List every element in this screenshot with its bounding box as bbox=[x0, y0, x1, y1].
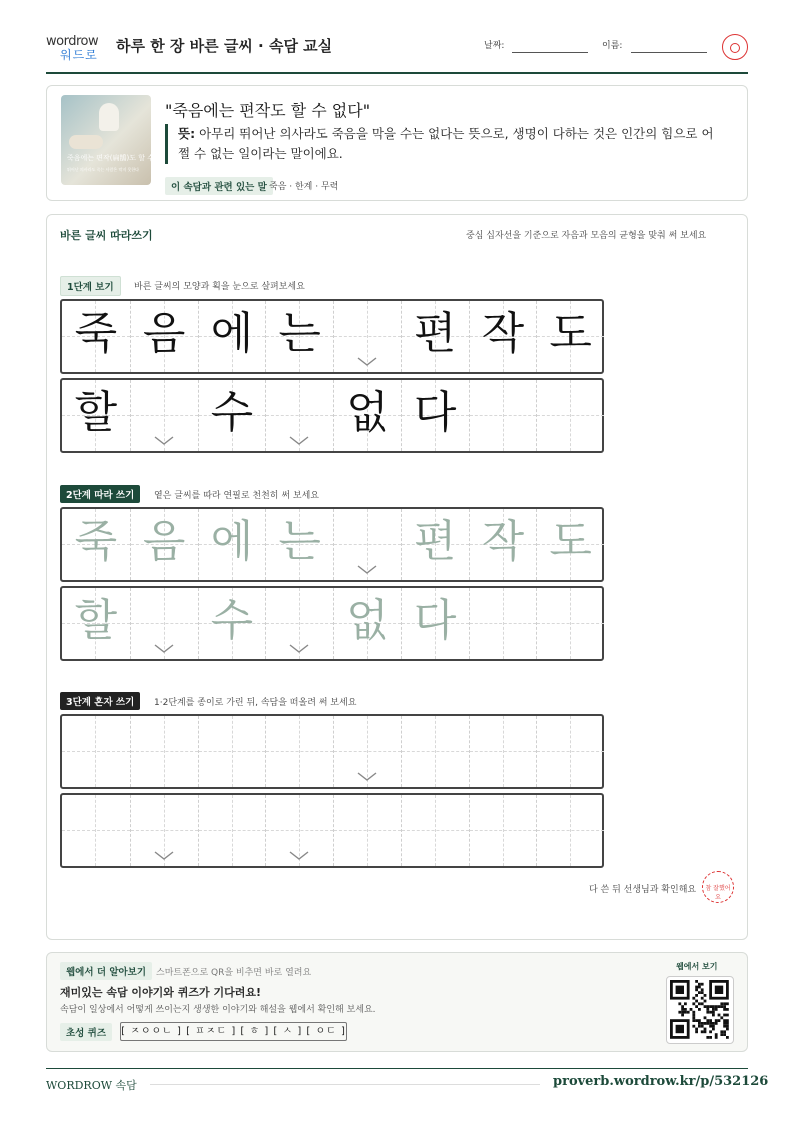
illustration-caption: 죽음에는 편작(扁鵲)도 할 수 없다 bbox=[67, 154, 170, 162]
grid-cell[interactable] bbox=[130, 795, 198, 866]
grid-char: 에 bbox=[210, 308, 254, 359]
practice-hint: 중심 십자선을 기준으로 자음과 모음의 균형을 맞춰 써 보세요 bbox=[466, 231, 707, 241]
qr-label: 웹에서 보기 bbox=[676, 962, 718, 971]
grid-cell bbox=[130, 301, 198, 372]
grid-cell[interactable] bbox=[265, 795, 333, 866]
step2-desc: 옅은 글씨를 따라 연필로 천천히 써 보세요 bbox=[154, 491, 319, 501]
quiz-label: 초성 퀴즈 bbox=[60, 1023, 112, 1041]
grid-char: 도 bbox=[549, 516, 592, 567]
practice-title: 바른 글씨 따라쓰기 bbox=[60, 229, 153, 242]
space-mark-icon bbox=[356, 356, 378, 368]
grid-char: 작 bbox=[481, 308, 525, 359]
grid-cell bbox=[198, 301, 266, 372]
grid-char: 편 bbox=[413, 516, 457, 567]
step1-row1 bbox=[60, 299, 604, 374]
grid-cell[interactable] bbox=[198, 716, 266, 787]
grid-cell[interactable] bbox=[62, 509, 130, 580]
logo bbox=[46, 34, 108, 64]
grid-cell[interactable] bbox=[130, 588, 198, 659]
grid-char: 작 bbox=[481, 516, 525, 567]
stamp-text: 참 잘했어요 bbox=[705, 885, 731, 901]
header bbox=[46, 30, 748, 74]
check-text: 다 쓴 뒤 선생님과 확인해요 bbox=[589, 885, 697, 895]
step3-label: 3단계 혼자 쓰기 bbox=[60, 692, 140, 710]
grid-cell bbox=[401, 380, 469, 451]
grid-char: 는 bbox=[278, 308, 321, 359]
date-label: 날짜: bbox=[484, 41, 505, 51]
grid-cell[interactable] bbox=[401, 588, 469, 659]
name-field[interactable] bbox=[631, 52, 707, 53]
proverb-card bbox=[46, 85, 748, 201]
step1-desc: 바른 글씨의 모양과 획을 눈으로 살펴보세요 bbox=[134, 282, 305, 292]
grid-cell[interactable] bbox=[62, 588, 130, 659]
footer-divider bbox=[46, 1068, 748, 1069]
proverb-meaning bbox=[165, 124, 725, 164]
grid-cell bbox=[62, 301, 130, 372]
qr-code-icon[interactable] bbox=[666, 976, 734, 1044]
related-words: 죽음 · 한계 · 무력 bbox=[269, 182, 339, 192]
grid-cell[interactable] bbox=[401, 795, 469, 866]
grid-cell bbox=[536, 301, 604, 372]
step3-row1[interactable] bbox=[60, 714, 604, 789]
more-label: 웹에서 더 알아보기 bbox=[60, 962, 152, 980]
page-title: 하루 한 장 바른 글씨 · 속담 교실 bbox=[116, 37, 333, 55]
more-label-desc: 스마트폰으로 QR을 비추면 바로 열려요 bbox=[156, 968, 312, 978]
grid-cell[interactable] bbox=[198, 588, 266, 659]
date-field[interactable] bbox=[512, 52, 588, 53]
space-mark-icon bbox=[153, 435, 175, 447]
grid-cell[interactable] bbox=[469, 509, 537, 580]
grid-cell[interactable] bbox=[265, 588, 333, 659]
grid-cell[interactable] bbox=[333, 588, 401, 659]
space-mark-icon bbox=[356, 564, 378, 576]
space-mark-icon bbox=[153, 643, 175, 655]
grid-cell[interactable] bbox=[536, 509, 604, 580]
grid-cell[interactable] bbox=[265, 716, 333, 787]
grid-cell bbox=[333, 380, 401, 451]
step1-label: 1단계 보기 bbox=[60, 276, 121, 296]
more-headline: 재미있는 속담 이야기와 퀴즈가 기다려요! bbox=[60, 986, 261, 999]
grid-cell[interactable] bbox=[198, 509, 266, 580]
grid-cell bbox=[130, 380, 198, 451]
grid-cell[interactable] bbox=[198, 795, 266, 866]
step3-row2[interactable] bbox=[60, 793, 604, 868]
grid-char: 없 bbox=[346, 595, 389, 646]
meaning-label: 뜻: bbox=[178, 126, 196, 141]
space-mark-icon bbox=[356, 771, 378, 783]
space-mark-icon bbox=[288, 850, 310, 862]
logo-text: wordrow bbox=[46, 34, 99, 49]
logo-korean: 워드로 bbox=[60, 48, 98, 62]
check-stamp-icon bbox=[722, 34, 748, 60]
grid-cell[interactable] bbox=[333, 509, 401, 580]
grid-cell[interactable] bbox=[265, 509, 333, 580]
step2-row1[interactable] bbox=[60, 507, 604, 582]
step2-label: 2단계 따라 쓰기 bbox=[60, 485, 140, 503]
grid-char: 음 bbox=[142, 308, 186, 359]
grid-cell bbox=[265, 380, 333, 451]
grid-char: 다 bbox=[413, 595, 457, 646]
grid-cell[interactable] bbox=[401, 716, 469, 787]
chosung-quiz: [ ㅈㅇㅇㄴ ] [ ㅍㅈㄷ ] [ ㅎ ] [ ㅅ ] [ ㅇㄷ ] bbox=[120, 1022, 347, 1041]
grid-cell[interactable] bbox=[130, 716, 198, 787]
footer-url[interactable]: proverb.wordrow.kr/p/532126 bbox=[553, 1074, 769, 1089]
step1-row2 bbox=[60, 378, 604, 453]
grid-cell[interactable] bbox=[469, 716, 537, 787]
grid-char: 죽 bbox=[74, 308, 118, 359]
grid-char: 죽 bbox=[74, 516, 118, 567]
grid-cell[interactable] bbox=[401, 509, 469, 580]
grid-char: 에 bbox=[210, 516, 254, 567]
proverb-quote: "죽음에는 편작도 할 수 없다" bbox=[165, 101, 371, 120]
grid-cell[interactable] bbox=[130, 509, 198, 580]
space-mark-icon bbox=[288, 643, 310, 655]
grid-char: 는 bbox=[278, 516, 321, 567]
grid-cell bbox=[469, 301, 537, 372]
grid-char: 다 bbox=[413, 387, 457, 438]
space-mark-icon bbox=[153, 850, 175, 862]
grid-char: 수 bbox=[210, 387, 254, 438]
grid-char: 할 bbox=[74, 387, 118, 438]
more-desc: 속담이 일상에서 어떻게 쓰이는지 생생한 이야기와 해설을 웹에서 확인해 보세요. bbox=[60, 1005, 376, 1015]
grid-char: 도 bbox=[549, 308, 592, 359]
name-label: 이름: bbox=[602, 41, 623, 51]
footer-rule bbox=[150, 1084, 540, 1085]
grid-cell bbox=[401, 301, 469, 372]
grid-cell bbox=[265, 301, 333, 372]
grid-cell[interactable] bbox=[333, 795, 401, 866]
space-mark-icon bbox=[288, 435, 310, 447]
proverb-illustration bbox=[61, 95, 170, 185]
grid-cell[interactable] bbox=[469, 588, 537, 659]
grid-char: 음 bbox=[142, 516, 186, 567]
illustration-subcaption: 뛰어난 의사라도 죽는 사람은 막지 못한다 bbox=[67, 167, 140, 172]
grid-cell[interactable] bbox=[536, 795, 604, 866]
grid-char: 할 bbox=[74, 595, 118, 646]
grid-cell[interactable] bbox=[536, 716, 604, 787]
grid-char: 편 bbox=[413, 308, 457, 359]
grid-cell bbox=[469, 380, 537, 451]
related-label: 이 속담과 관련 있는 말 bbox=[165, 177, 273, 195]
grid-cell[interactable] bbox=[62, 795, 130, 866]
meaning-text: 아무리 뛰어난 의사라도 죽음을 막을 수는 없다는 뜻으로, 생명이 다하는 것은 인간의 힘으로 어쩔 수 없는 일이라는 말이에요. bbox=[178, 126, 714, 161]
grid-cell[interactable] bbox=[333, 716, 401, 787]
grid-cell bbox=[198, 380, 266, 451]
grid-cell bbox=[62, 380, 130, 451]
grid-cell[interactable] bbox=[469, 795, 537, 866]
grid-cell bbox=[536, 380, 604, 451]
step3-desc: 1·2단계를 종이로 가린 뒤, 속담을 떠올려 써 보세요 bbox=[154, 698, 357, 708]
grid-cell bbox=[333, 301, 401, 372]
grid-cell[interactable] bbox=[536, 588, 604, 659]
grid-char: 없 bbox=[346, 387, 389, 438]
grid-cell[interactable] bbox=[62, 716, 130, 787]
grid-char: 수 bbox=[210, 595, 254, 646]
good-job-stamp-icon bbox=[702, 871, 734, 903]
step2-row2[interactable] bbox=[60, 586, 604, 661]
footer-brand: WORDROW 속담 bbox=[46, 1079, 137, 1092]
